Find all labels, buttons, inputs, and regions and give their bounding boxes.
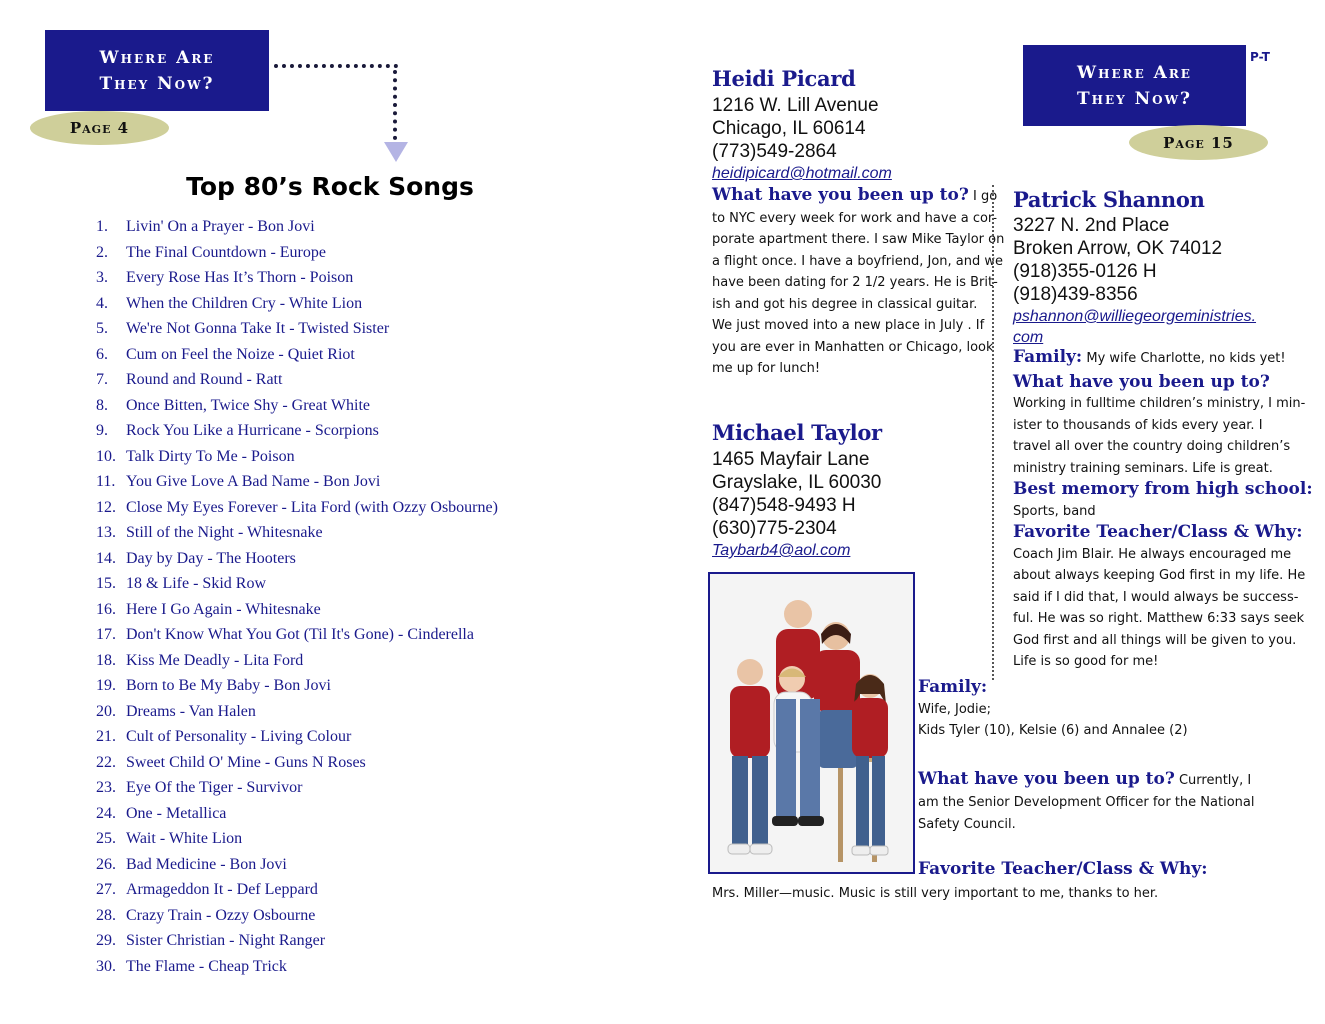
- family-photo-illustration: [710, 574, 913, 872]
- song-title: Rock You Like a Hurricane - Scorpions: [126, 422, 379, 439]
- song-number: 13.: [96, 524, 116, 541]
- song-number: 8.: [96, 396, 108, 414]
- song-number: 28.: [96, 906, 116, 924]
- song-item: [96, 648, 498, 674]
- heidi-text-line: you are ever in Manhatten or Chicago, look: [712, 339, 994, 355]
- michael-teacher-answer: Mrs. Miller—music. Music is still very important to me, thanks to her.: [712, 886, 1159, 901]
- song-number: 25.: [96, 830, 116, 847]
- michael-address1: 1465 Mayfair Lane: [712, 449, 870, 470]
- song-title: Sweet Child O' Mine - Guns N Roses: [126, 753, 366, 771]
- song-item: [96, 954, 498, 980]
- song-number: 20.: [96, 702, 116, 720]
- song-item: [96, 928, 498, 954]
- left-header-line1: Where Are: [99, 47, 215, 68]
- patrick-address1: 3227 N. 2nd Place: [1013, 215, 1170, 236]
- song-item: [96, 801, 498, 827]
- song-number: 21.: [96, 728, 116, 745]
- patrick-memory-question: Best memory from high school:: [1013, 479, 1313, 499]
- michael-teacher-question: Favorite Teacher/Class & Why:: [918, 859, 1208, 879]
- songs-title: Top 80’s Rock Songs: [186, 172, 474, 201]
- song-number: 19.: [96, 677, 116, 694]
- song-title: Kiss Me Deadly - Lita Ford: [126, 651, 304, 669]
- song-number: 10.: [96, 447, 116, 465]
- song-item: [96, 469, 498, 495]
- michael-up-to-block: [918, 768, 1258, 836]
- song-item: [96, 291, 498, 317]
- right-header-box: [1023, 45, 1246, 126]
- song-number: 6.: [96, 345, 108, 363]
- patrick-up-to-lines: [1013, 393, 1313, 479]
- column-divider: [992, 185, 994, 680]
- heidi-text-line: to NYC every week for work and have a cor-: [712, 210, 998, 226]
- song-title: Here I Go Again - Whitesnake: [126, 600, 321, 618]
- song-title: Born to Be My Baby - Bon Jovi: [126, 677, 331, 694]
- patrick-name: Patrick Shannon: [1013, 187, 1205, 212]
- song-title: 18 & Life - Skid Row: [126, 575, 266, 592]
- song-title: Round and Round - Ratt: [126, 371, 283, 388]
- song-title: Wait - White Lion: [126, 830, 243, 847]
- michael-up-to-tail: Currently, I: [1174, 773, 1252, 788]
- patrick-address2: Broken Arrow, OK 74012: [1013, 238, 1223, 259]
- song-title: Every Rose Has It’s Thorn - Poison: [126, 269, 354, 286]
- song-item: [96, 826, 498, 852]
- song-item: [96, 750, 498, 776]
- patrick-details-block: [1013, 346, 1313, 673]
- patrick-up-to-line: Working in fulltime children’s ministry, I min-: [1013, 396, 1306, 411]
- patrick-memory-answer: Sports, band: [1013, 503, 1096, 519]
- heidi-up-to-lines: [712, 208, 1005, 380]
- michael-up-to-line2: am the Senior Development Officer for the National: [918, 794, 1255, 810]
- song-title: Eye Of the Tiger - Survivor: [126, 779, 303, 796]
- song-title: Close My Eyes Forever - Lita Ford (with Ozzy Osbourne): [126, 498, 498, 516]
- song-title: Cum on Feel the Noize - Quiet Riot: [126, 345, 355, 363]
- song-title: Livin' On a Prayer - Bon Jovi: [126, 218, 315, 235]
- michael-name: Michael Taylor: [712, 420, 882, 445]
- patrick-teacher-line: said if I did that, I would always be success-: [1013, 589, 1299, 605]
- song-title: The Flame - Cheap Trick: [126, 957, 287, 975]
- song-number: 23.: [96, 779, 116, 796]
- corner-tag: P-T: [1250, 50, 1270, 64]
- song-number: 29.: [96, 932, 116, 949]
- song-item: [96, 903, 498, 929]
- song-title: Dreams - Van Halen: [126, 702, 256, 720]
- heidi-text-line: a flight once. I have a boyfriend, Jon, and we: [712, 253, 1004, 269]
- left-header-line2: They Now?: [99, 73, 215, 94]
- michael-family-question: Family:: [918, 677, 988, 697]
- song-title: Crazy Train - Ozzy Osbourne: [126, 906, 316, 924]
- heidi-up-to-first-tail: I go: [968, 189, 998, 204]
- heidi-text-line: porate apartment there. I saw Mike Taylor on: [712, 232, 1005, 247]
- heidi-address2: Chicago, IL 60614: [712, 118, 866, 139]
- song-number: 4.: [96, 294, 108, 312]
- patrick-teacher-line: about always keeping God first in my life. He: [1013, 568, 1306, 583]
- song-item: [96, 546, 498, 572]
- song-number: 3.: [96, 269, 108, 286]
- song-number: 14.: [96, 549, 116, 567]
- patrick-teacher-line: Life is so good for me!: [1013, 654, 1159, 669]
- left-header-box: [45, 30, 269, 111]
- song-item: [96, 852, 498, 878]
- heidi-text-line: me up for lunch!: [712, 361, 821, 376]
- patrick-teacher-line: ful. He was so right. Matthew 6:33 says seek: [1013, 611, 1305, 626]
- song-number: 5.: [96, 320, 108, 337]
- song-title: Sister Christian - Night Ranger: [126, 932, 326, 949]
- michael-up-to-question: What have you been up to?: [918, 769, 1175, 789]
- heidi-text-line: We just moved into a new place in July . If: [712, 318, 985, 333]
- song-item: [96, 622, 498, 648]
- song-number: 26.: [96, 855, 116, 873]
- patrick-teacher-line: God first and all things will be given to you.: [1013, 632, 1297, 648]
- song-number: 2.: [96, 243, 108, 261]
- patrick-family-question: Family:: [1013, 347, 1083, 367]
- song-number: 30.: [96, 957, 116, 975]
- patrick-email-line1[interactable]: pshannon@williegeorgeministries.: [1013, 308, 1257, 325]
- song-title: Still of the Night - Whitesnake: [126, 524, 323, 541]
- song-item: [96, 342, 498, 368]
- song-title: Once Bitten, Twice Shy - Great White: [126, 396, 370, 414]
- arrow-down-icon: [384, 142, 408, 162]
- patrick-up-to-line: travel all over the country doing children’s: [1013, 439, 1291, 454]
- left-page-label: Page 4: [30, 111, 169, 145]
- patrick-up-to-line: ministry training seminars. Life is great.: [1013, 460, 1273, 476]
- patrick-teacher-line: Coach Jim Blair. He always encouraged me: [1013, 546, 1292, 562]
- song-item: [96, 597, 498, 623]
- heidi-text-line: ish and got his degree in classical guitar.: [712, 296, 978, 312]
- song-title: Bad Medicine - Bon Jovi: [126, 855, 287, 873]
- heidi-address1: 1216 W. Lill Avenue: [712, 95, 879, 116]
- michael-phone1: (847)548-9493 H: [712, 495, 856, 516]
- song-number: 27.: [96, 881, 116, 898]
- song-item: [96, 418, 498, 444]
- song-number: 12.: [96, 498, 116, 516]
- song-number: 22.: [96, 753, 116, 771]
- heidi-name: Heidi Picard: [712, 66, 856, 91]
- patrick-phone1: (918)355-0126 H: [1013, 261, 1157, 282]
- heidi-phone: (773)549-2864: [712, 141, 837, 162]
- heidi-email-link[interactable]: heidipicard@hotmail.com: [712, 165, 892, 182]
- song-item: [96, 367, 498, 393]
- michael-phone2: (630)775-2304: [712, 518, 837, 539]
- song-item: [96, 240, 498, 266]
- dotted-connector-horizontal: [274, 64, 398, 68]
- song-item: [96, 775, 498, 801]
- michael-family-line2: Kids Tyler (10), Kelsie (6) and Annalee (2): [918, 723, 1188, 738]
- song-number: 7.: [96, 371, 108, 388]
- song-number: 11.: [96, 473, 116, 490]
- michael-contact: [712, 448, 881, 561]
- patrick-teacher-question: Favorite Teacher/Class & Why:: [1013, 522, 1303, 542]
- song-number: 17.: [96, 626, 116, 643]
- song-title: Cult of Personality - Living Colour: [126, 728, 352, 745]
- song-title: Talk Dirty To Me - Poison: [126, 447, 295, 465]
- patrick-teacher-lines: [1013, 544, 1313, 673]
- song-title: Day by Day - The Hooters: [126, 549, 296, 567]
- song-item: [96, 444, 498, 470]
- song-number: 15.: [96, 575, 116, 592]
- heidi-up-to-block: [712, 184, 1005, 380]
- right-header-line2: They Now?: [1076, 88, 1193, 109]
- song-item: [96, 571, 498, 597]
- michael-up-to-line3: Safety Council.: [918, 816, 1016, 832]
- songs-list: [96, 214, 498, 979]
- patrick-phone2: (918)439-8356: [1013, 284, 1138, 305]
- song-title: The Final Countdown - Europe: [126, 243, 326, 261]
- song-title: Don't Know What You Got (Til It's Gone) - Cinderella: [126, 626, 474, 643]
- song-title: When the Children Cry - White Lion: [126, 294, 363, 312]
- right-header-line1: Where Are: [1077, 62, 1192, 83]
- song-item: [96, 724, 498, 750]
- song-item: [96, 877, 498, 903]
- song-title: Armageddon It - Def Leppard: [126, 881, 318, 898]
- family-photo: [708, 572, 915, 874]
- song-item: [96, 495, 498, 521]
- dotted-connector-vertical: [393, 70, 397, 140]
- song-item: [96, 265, 498, 291]
- patrick-up-to-line: ister to thousands of kids every year. I: [1013, 417, 1263, 433]
- song-number: 18.: [96, 651, 116, 669]
- song-title: You Give Love A Bad Name - Bon Jovi: [126, 473, 381, 490]
- song-item: [96, 214, 498, 240]
- heidi-contact: [712, 94, 892, 184]
- song-number: 16.: [96, 600, 116, 618]
- song-item: [96, 520, 498, 546]
- song-number: 24.: [96, 804, 116, 822]
- patrick-family-answer: My wife Charlotte, no kids yet!: [1082, 351, 1286, 366]
- song-item: [96, 699, 498, 725]
- michael-family-line1: Wife, Jodie;: [918, 701, 992, 717]
- heidi-up-to-question: What have you been up to?: [712, 185, 969, 205]
- song-item: [96, 673, 498, 699]
- heidi-text-line: have been dating for 2 1/2 years. He is Brit-: [712, 275, 998, 290]
- song-title: One - Metallica: [126, 804, 227, 822]
- michael-address2: Grayslake, IL 60030: [712, 472, 882, 493]
- patrick-contact: [1013, 214, 1256, 348]
- song-number: 9.: [96, 422, 108, 439]
- patrick-up-to-question: What have you been up to?: [1013, 371, 1270, 392]
- song-title: We're Not Gonna Take It - Twisted Sister: [126, 320, 390, 337]
- michael-email-link[interactable]: Taybarb4@aol.com: [712, 542, 851, 559]
- song-number: 1.: [96, 218, 108, 235]
- patrick-email-line2[interactable]: com: [1013, 329, 1044, 346]
- right-page-label: Page 15: [1129, 125, 1268, 160]
- michael-family-block: [918, 677, 1238, 742]
- song-item: [96, 393, 498, 419]
- song-item: [96, 316, 498, 342]
